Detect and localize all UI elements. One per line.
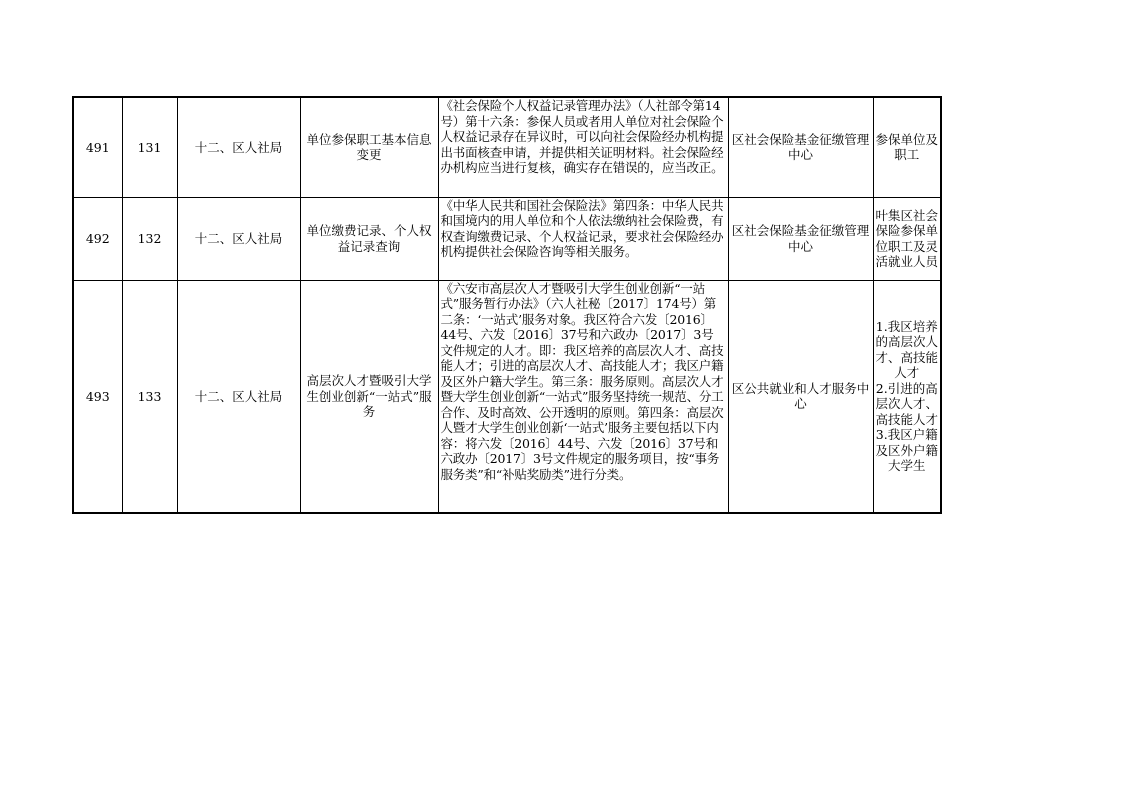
seq-cell: 491 [73, 97, 122, 197]
target-cell: 参保单位及职工 [873, 97, 941, 197]
item-name-cell: 单位缴费记录、个人权益记录查询 [300, 197, 438, 280]
legal-basis-cell: 《社会保险个人权益记录管理办法》（人社部令第14号）第十六条：参保人员或者用人单位对社会保险个人权益记录存在异议时，可以向社会保险经办机构提出书面核查申请，并提供相关证明材料。社会保险经办机构应当进行复核，确实存在错误的，应当改正。 [438, 97, 728, 197]
legal-basis-cell: 《中华人民共和国社会保险法》第四条：中华人民共和国境内的用人单位和个人依法缴纳社会保险费，有权查询缴费记录、个人权益记录，要求社会保险经办机构提供社会保险咨询等相关服务。 [438, 197, 728, 280]
organization-cell: 区社会保险基金征缴管理中心 [728, 97, 873, 197]
target-line: 1.我区培养的高层次人才、高技能人才 [875, 318, 939, 381]
department-cell: 十二、区人社局 [177, 280, 300, 513]
target-line: 3.我区户籍及区外户籍大学生 [875, 427, 939, 474]
table-row [73, 280, 941, 513]
item-no-cell: 131 [122, 97, 177, 197]
organization-cell: 区公共就业和人才服务中心 [728, 280, 873, 513]
table-row [73, 97, 941, 197]
target-line: 2.引进的高层次人才、高技能人才 [875, 380, 939, 427]
table-row [73, 197, 941, 280]
target-cell: 叶集区社会保险参保单位职工及灵活就业人员 [873, 197, 941, 280]
item-no-cell: 132 [122, 197, 177, 280]
legal-basis-cell: 《六安市高层次人才暨吸引大学生创业创新“一站式”服务暂行办法》（六人社秘〔2017〕174号）第二条：‘一站式’服务对象。我区符合六发〔2016〕44号、六发〔2016〕37号和六政办〔2017〕3号文件规定的人才。即：我区培养的高层次人才、高技能人才；引进的高层次人才、高技能人才；我区户籍及区外户籍大学生。第三条：服务原则。高层次人才暨大学生创业创新“一站式”服务坚持统一规范、分工合作、及时高效、公开透明的原则。第四条：高层次人暨才大学生创业创新‘一站式’服务主要包括以下内容：将六发〔2016〕44号、六发〔2016〕37号和六政办〔2017〕3号文件规定的服务项目，按“事务服务类”和“补贴奖励类”进行分类。 [438, 280, 728, 513]
seq-cell: 492 [73, 197, 122, 280]
item-name-cell: 高层次人才暨吸引大学生创业创新“一站式”服务 [300, 280, 438, 513]
seq-cell: 493 [73, 280, 122, 513]
item-name-cell: 单位参保职工基本信息变更 [300, 97, 438, 197]
organization-cell: 区社会保险基金征缴管理中心 [728, 197, 873, 280]
item-no-cell: 133 [122, 280, 177, 513]
service-table [72, 96, 942, 514]
target-cell [873, 280, 941, 513]
department-cell: 十二、区人社局 [177, 197, 300, 280]
department-cell: 十二、区人社局 [177, 97, 300, 197]
